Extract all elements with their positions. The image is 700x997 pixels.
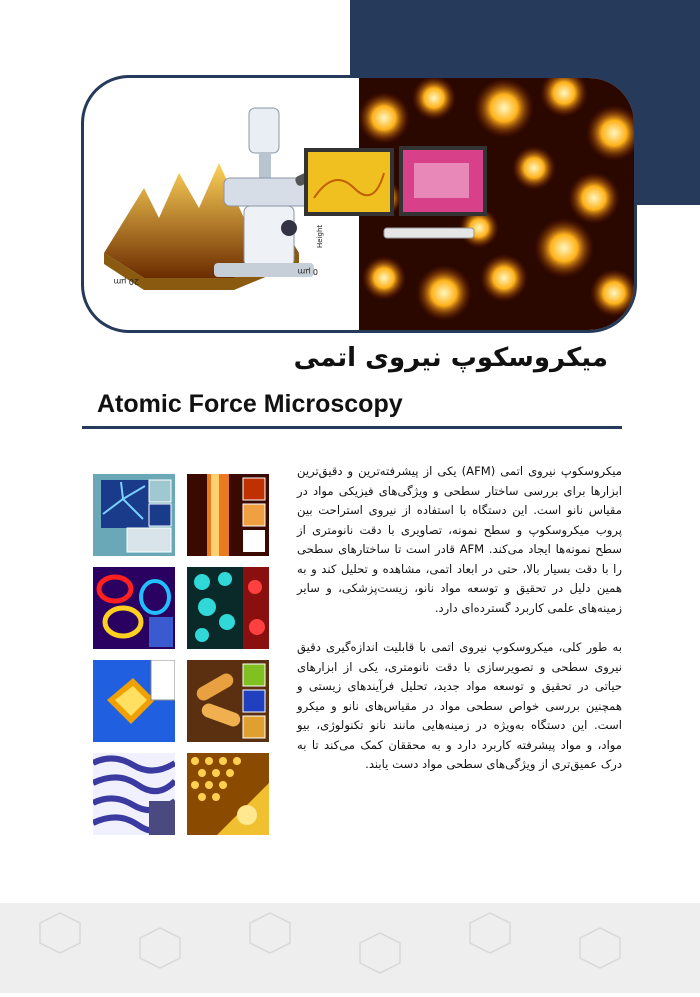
title-divider (82, 426, 622, 429)
thumb-afm-network (93, 474, 175, 556)
thumb-afm-droplets (187, 567, 269, 649)
thumb-afm-fiber (187, 474, 269, 556)
thumb-afm-square (93, 660, 175, 742)
page-title-persian: میکروسکوپ نیروی اتمی (293, 343, 608, 373)
footer-hexagon-band (0, 903, 700, 993)
scale-label-a: 20 μm (113, 277, 139, 286)
paragraph-2: به طور کلی، میکروسکوپ نیروی اتمی با قابلیت اندازه‌گیری دقیق نیروی سطحی و تصویرسازی با دقت نانومتری، یکی از ابزارهای حیاتی در تحقیق و توسعه مواد جدید، تحلیل فرآیندهای زیستی و همچنین بررسی خواص سطحی مواد در مقیاس‌های نانو و میکرو است. این دستگاه به‌ویژه در زمینه‌هایی مانند نانو تکنولوژی، بیو مواد، و مواد پیشرفته کاربرد دارد و به محققان کمک می‌کند تا به درک عمیق‌تری از ویژگی‌های سطحی مواد دست یابند. (297, 640, 622, 771)
thumb-afm-cells-rainbow (93, 567, 175, 649)
thumb-afm-lattice (187, 753, 269, 835)
thumb-afm-bacteria (187, 660, 269, 742)
article-body (297, 462, 622, 795)
scale-label-b: 0 μm (297, 267, 318, 276)
page-title-english: Atomic Force Microscopy (97, 390, 403, 418)
hero-afm-image (81, 75, 637, 333)
scale-label-c: Height (316, 224, 324, 248)
thumb-afm-labyrinth (93, 753, 175, 835)
paragraph-1: میکروسکوپ نیروی اتمی (AFM) یکی از پیشرفته‌ترین و دقیق‌ترین ابزارها برای بررسی ساختار سطحی و ویژگی‌های فیزیکی مواد در مقیاس نانو است. این دستگاه با استفاده از نیروی استراحت بین پروب میکروسکوپ و سطح نمونه، تصاویری با دقت نانومتری از سطح نمونه‌ها ایجاد می‌کند. AFM قادر است تا ساختارهای سطحی را با دقت بسیار بالا، حتی در ابعاد اتمی، مشاهده و تحلیل کند و به همین دلیل در تحقیق و توسعه مواد نانو، زیست‌پزشکی، و سایر زمینه‌های علمی کاربرد گسترده‌ای دارد. (297, 464, 623, 615)
